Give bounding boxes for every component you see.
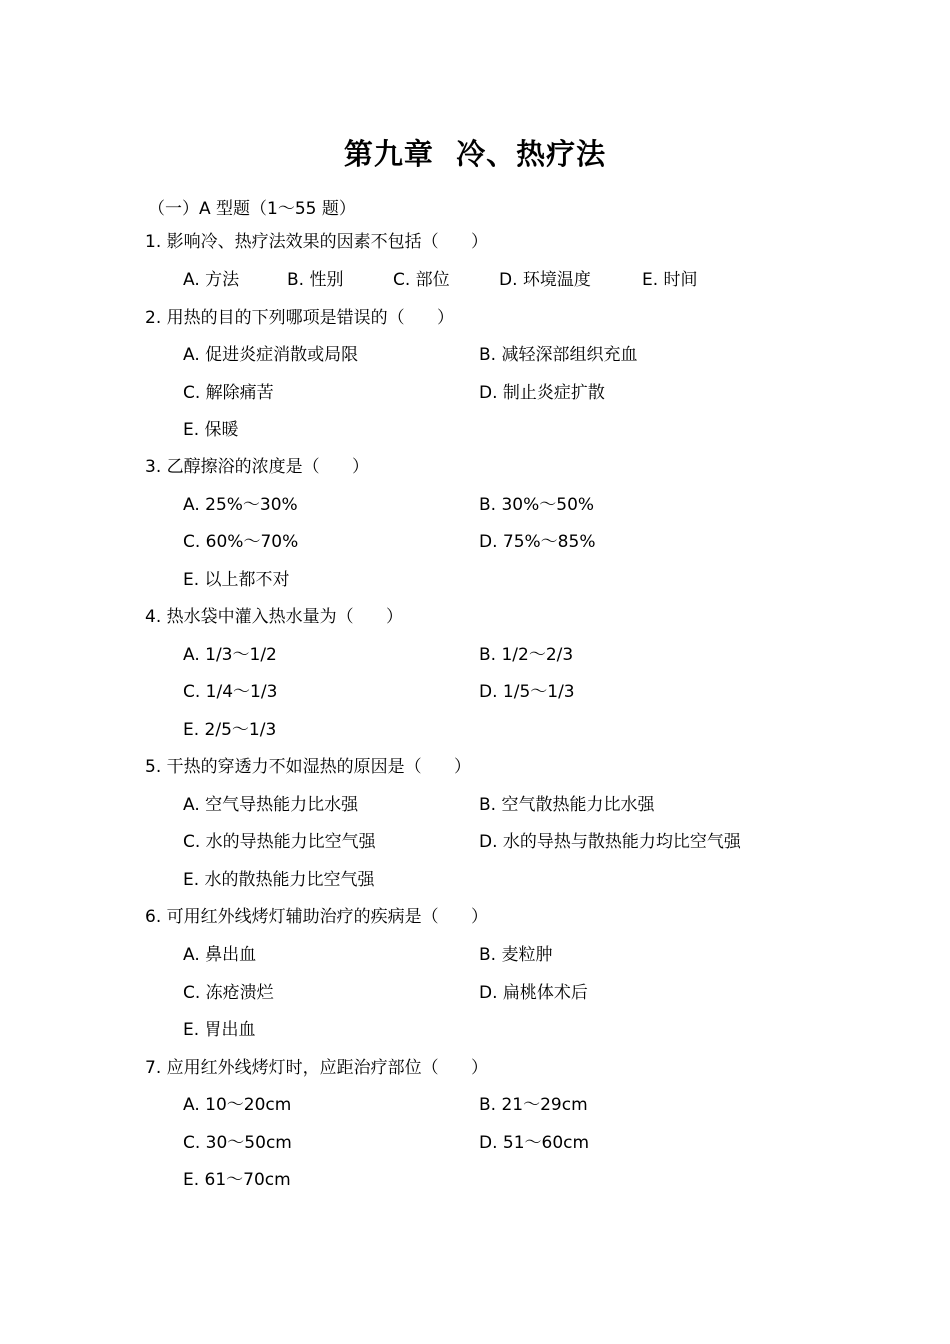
- option-b: B. 麦粒肿: [479, 945, 553, 965]
- option-c: C. 水的导热能力比空气强: [183, 832, 376, 852]
- option-b: B. 30%～50%: [479, 495, 595, 515]
- question-stem: 3. 乙醇擦浴的浓度是（ ）: [145, 457, 370, 477]
- option-d: D. 水的导热与散热能力均比空气强: [479, 832, 741, 852]
- option-e: E. 胃出血: [183, 1020, 256, 1040]
- option-e: E. 以上都不对: [183, 570, 290, 590]
- option-e: E. 61～70cm: [183, 1170, 291, 1190]
- option-c: C. 冻疮溃烂: [183, 983, 274, 1003]
- option-a: A. 空气导热能力比水强: [183, 795, 359, 815]
- option-b: B. 1/2～2/3: [479, 645, 574, 665]
- option-d: D. 扁桃体术后: [479, 983, 588, 1003]
- option-d: D. 75%～85%: [479, 532, 596, 552]
- option-b: B. 21～29cm: [479, 1095, 588, 1115]
- option-e: E. 保暖: [183, 420, 239, 440]
- option-a: A. 1/3～1/2: [183, 645, 277, 665]
- option-a: A. 10～20cm: [183, 1095, 292, 1115]
- chapter-title: 第九章 冷、热疗法: [343, 137, 607, 171]
- question-stem: 5. 干热的穿透力不如湿热的原因是（ ）: [145, 757, 472, 777]
- option-c: C. 30～50cm: [183, 1133, 292, 1153]
- question-stem: 1. 影响冷、热疗法效果的因素不包括（ ）: [145, 232, 489, 252]
- option-a: A. 方法: [183, 270, 240, 290]
- option-c: C. 部位: [393, 270, 450, 290]
- option-e: E. 2/5～1/3: [183, 720, 277, 740]
- section-heading: （一）A 型题（1～55 题）: [148, 199, 356, 219]
- question-stem: 2. 用热的目的下列哪项是错误的（ ）: [145, 308, 455, 328]
- option-a: A. 促进炎症消散或局限: [183, 345, 359, 365]
- option-e: E. 水的散热能力比空气强: [183, 870, 375, 890]
- option-row: [183, 268, 698, 292]
- option-a: A. 鼻出血: [183, 945, 257, 965]
- option-a: A. 25%～30%: [183, 495, 298, 515]
- option-c: C. 解除痛苦: [183, 383, 274, 403]
- option-b: B. 性别: [287, 270, 344, 290]
- option-d: D. 1/5～1/3: [479, 682, 575, 702]
- option-d: D. 环境温度: [499, 270, 591, 290]
- option-b: B. 减轻深部组织充血: [479, 345, 638, 365]
- option-e: E. 时间: [642, 270, 698, 290]
- option-d: D. 制止炎症扩散: [479, 383, 605, 403]
- option-d: D. 51～60cm: [479, 1133, 590, 1153]
- question-stem: 7. 应用红外线烤灯时，应距治疗部位（ ）: [145, 1058, 489, 1078]
- option-b: B. 空气散热能力比水强: [479, 795, 655, 815]
- question-stem: 4. 热水袋中灌入热水量为（ ）: [145, 607, 404, 627]
- option-c: C. 1/4～1/3: [183, 682, 278, 702]
- option-c: C. 60%～70%: [183, 532, 299, 552]
- question-stem: 6. 可用红外线烤灯辅助治疗的疾病是（ ）: [145, 907, 489, 927]
